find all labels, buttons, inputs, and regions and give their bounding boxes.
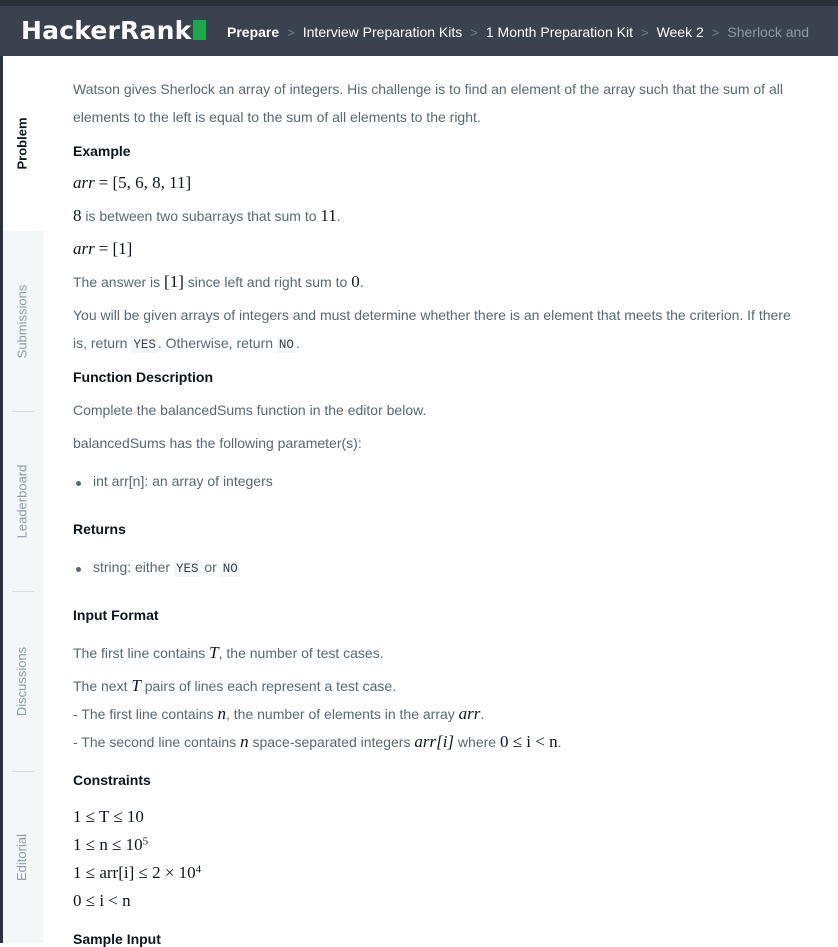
math-condition: 0 ≤ i < n bbox=[499, 732, 558, 751]
breadcrumb-current-challenge: Sherlock and bbox=[727, 24, 810, 40]
exponent: 4 bbox=[195, 863, 202, 876]
breadcrumb bbox=[227, 22, 809, 42]
math-value: 8 bbox=[73, 206, 82, 225]
tab-submissions[interactable] bbox=[0, 231, 43, 411]
complete-text: Complete the balancedSums function in the editor below. bbox=[73, 402, 427, 418]
tab-editorial[interactable] bbox=[0, 771, 43, 943]
constraint-2 bbox=[73, 835, 148, 855]
formula-var: arr bbox=[73, 239, 95, 258]
list-item bbox=[73, 559, 240, 576]
bullet-icon bbox=[76, 481, 81, 486]
text: since left and right sum to bbox=[183, 274, 352, 290]
constraints-heading: Constraints bbox=[73, 772, 151, 788]
text: The first line contains bbox=[73, 645, 210, 661]
tab-problem[interactable] bbox=[0, 56, 43, 231]
math-var: n bbox=[240, 732, 249, 751]
math-var: n bbox=[217, 704, 226, 723]
tab-discussions-label: Discussions bbox=[14, 646, 30, 716]
hackerrank-logo[interactable] bbox=[21, 16, 206, 46]
text: . bbox=[336, 208, 341, 224]
chevron-right-icon: > bbox=[711, 24, 720, 40]
text: where bbox=[454, 734, 500, 750]
text: You will be given arrays of integers and must determine whether there is an element that meets the criterion. If there is, return bbox=[73, 307, 791, 351]
tab-editorial-label: Editorial bbox=[14, 833, 29, 881]
example-2-formula bbox=[73, 239, 132, 259]
chevron-right-icon: > bbox=[287, 24, 295, 40]
math-value: [1] bbox=[164, 272, 184, 291]
chevron-right-icon: > bbox=[640, 24, 649, 40]
code-no: NO bbox=[278, 338, 294, 352]
top-navigation-bar bbox=[0, 0, 838, 56]
task-paragraph bbox=[73, 301, 808, 359]
formula-value: = [5, 6, 8, 11] bbox=[98, 173, 192, 192]
input-format-heading: Input Format bbox=[73, 607, 159, 623]
math-value: 11 bbox=[320, 206, 337, 225]
code-yes: YES bbox=[175, 562, 199, 576]
constraint-4: 0 ≤ i < n bbox=[73, 891, 131, 910]
tab-discussions[interactable] bbox=[0, 591, 43, 771]
math-var: T bbox=[131, 676, 141, 695]
text: . bbox=[359, 274, 364, 290]
math-var: T bbox=[209, 643, 219, 662]
code-no: NO bbox=[222, 562, 238, 576]
constraint-1: 1 ≤ T ≤ 10 bbox=[73, 807, 144, 826]
breadcrumb-1-month-kit[interactable]: 1 Month Preparation Kit bbox=[485, 24, 633, 40]
constraint-3 bbox=[73, 863, 201, 883]
text: The next bbox=[73, 678, 132, 694]
constraint-text: 1 ≤ arr[i] ≤ 2 × 10 bbox=[73, 863, 196, 882]
text: . bbox=[557, 734, 562, 750]
bullet-icon bbox=[76, 567, 81, 572]
list-item bbox=[73, 473, 273, 489]
window-edge bbox=[0, 56, 3, 943]
exponent: 5 bbox=[142, 835, 149, 848]
example-1-explanation bbox=[73, 206, 341, 226]
breadcrumb-prepare[interactable]: Prepare bbox=[227, 24, 280, 40]
logo-mark-icon bbox=[193, 20, 206, 40]
tab-problem-label: Problem bbox=[14, 117, 30, 170]
text: - The second line contains bbox=[73, 734, 241, 750]
breadcrumb-interview-kits[interactable]: Interview Preparation Kits bbox=[302, 24, 463, 40]
input-line-1 bbox=[73, 643, 384, 663]
text: - The first line contains bbox=[73, 706, 218, 722]
constraint-text: 1 ≤ n ≤ 10 bbox=[73, 835, 143, 854]
challenge-tab-strip bbox=[0, 56, 43, 943]
text: , the number of elements in the array bbox=[225, 706, 459, 722]
brand-name: HackerRank bbox=[21, 16, 192, 45]
tab-submissions-label: Submissions bbox=[14, 284, 30, 358]
sample-input-heading: Sample Input bbox=[73, 931, 161, 947]
input-line-4 bbox=[73, 732, 561, 752]
text: string: either bbox=[93, 559, 174, 575]
chevron-right-icon: > bbox=[470, 24, 478, 40]
tab-leaderboard-label: Leaderboard bbox=[14, 464, 30, 538]
math-value: 0 bbox=[351, 272, 360, 291]
text: is between two subarrays that sum to bbox=[81, 208, 321, 224]
text: . Otherwise, return bbox=[157, 335, 277, 351]
function-description-heading: Function Description bbox=[73, 369, 213, 385]
text: , the number of test cases. bbox=[218, 645, 384, 661]
input-line-3 bbox=[73, 704, 484, 724]
input-line-2 bbox=[73, 676, 396, 696]
breadcrumb-week-2[interactable]: Week 2 bbox=[656, 24, 704, 40]
math-var: arr bbox=[458, 704, 481, 723]
param-text: int arr[n]: an array of integers bbox=[93, 473, 273, 489]
formula-value: = [1] bbox=[98, 239, 133, 258]
text: . bbox=[480, 706, 485, 722]
math-var: arr[i] bbox=[414, 732, 455, 751]
text: . bbox=[295, 335, 300, 351]
text: The answer is bbox=[73, 274, 165, 290]
text: space-separated integers bbox=[248, 734, 415, 750]
code-yes: YES bbox=[133, 338, 156, 352]
text: pairs of lines each represent a test case. bbox=[140, 678, 397, 694]
params-text: balancedSums has the following parameter(s): bbox=[73, 435, 362, 451]
intro-paragraph: Watson gives Sherlock an array of integers. His challenge is to find an element of the array such that the sum of all elements to the left is equal to the sum of all elements to the right. bbox=[73, 81, 783, 125]
example-2-explanation bbox=[73, 272, 364, 292]
returns-heading: Returns bbox=[73, 521, 126, 537]
example-heading: Example bbox=[73, 143, 131, 159]
example-1-formula bbox=[73, 173, 191, 193]
formula-var: arr bbox=[73, 173, 95, 192]
text: or bbox=[200, 559, 221, 575]
tab-leaderboard[interactable] bbox=[0, 411, 43, 591]
